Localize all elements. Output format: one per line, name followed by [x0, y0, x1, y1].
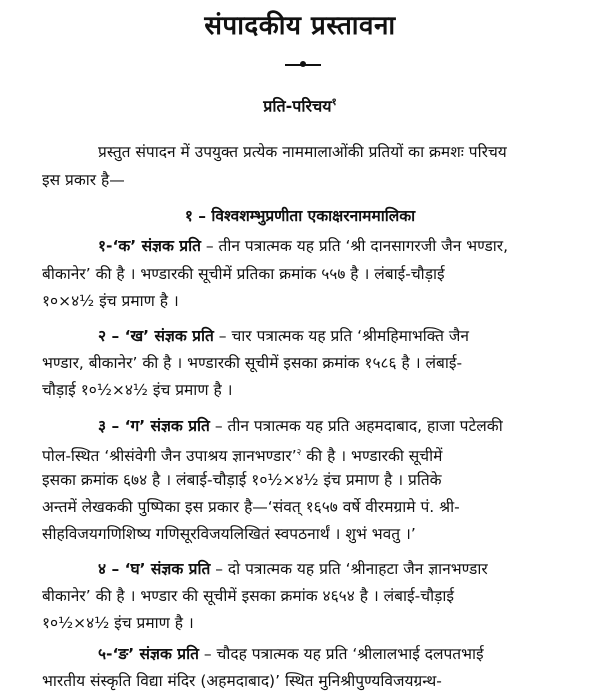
- entry-1-text-1: – तीन पत्रात्मक यह प्रति ‘श्री दानसागरजी जैन भण्डार,: [200, 237, 509, 255]
- entry-3-line-2: [42, 443, 442, 466]
- entry-2-line-2: भण्डार, बीकानेर’ की है । भण्डारकी सूचीमें इसका क्रमांक १५८६ है । लंबाई-: [42, 354, 463, 372]
- entry-5-label: ५-‘ङ’ संज्ञक प्रति: [98, 645, 199, 663]
- page-title: संपादकीय प्रस्तावना: [204, 11, 396, 41]
- entry-2-text-1: – चार पत्रात्मक यह प्रति ‘श्रीमहिमाभक्ति जैन: [213, 327, 469, 345]
- entry-4-line-2: बीकानेर’ की है । भण्डार की सूचीमें इसका क्रमांक ४६५४ है । लंबाई-चौड़ाई: [42, 587, 455, 605]
- entry-5-text-1: – चौदह पत्रात्मक यह प्रति ‘श्रीलालभाई दलपतभाई: [198, 645, 484, 663]
- entry-4-line-3: १०½×४½ इंच प्रमाण है ।: [42, 614, 194, 632]
- entry-3-text-1: – तीन पत्रात्मक यह प्रति अहमदाबाद, हाजा पटेलकी: [209, 417, 503, 435]
- title-ornament: [285, 60, 321, 70]
- entry-3-text-2b: की है । भण्डारकी सूचीमें: [301, 447, 443, 466]
- entry-1-line-1: [98, 236, 508, 256]
- entry-3-text-2a: पोल-स्थित ‘श्रीसंवेगी जैन उपाश्रय ज्ञानभण्डार’: [42, 447, 297, 466]
- section-subtitle: [0, 94, 600, 116]
- entry-3-line-1: [98, 416, 503, 436]
- subtitle-text: प्रति-परिचय: [263, 96, 332, 116]
- entry-3-line-5: सीहविजयगणिशिष्य गणिसूरविजयलिखितं स्वपठनार्थं । शुभं भवतु ।’: [42, 525, 416, 543]
- entry-1-line-3: १०×४½ इंच प्रमाण है ।: [42, 292, 179, 310]
- intro-line-2: इस प्रकार है—: [42, 171, 125, 189]
- entry-2-line-1: [98, 326, 469, 346]
- entry-1-line-2: बीकानेर’ की है । भण्डारकी सूचीमें प्रतिका क्रमांक ५५७ है । लंबाई-चौड़ाई: [42, 265, 445, 283]
- entry-3-line-3: इसका क्रमांक ६७४ है । लंबाई-चौड़ाई १०½×४½ इंच प्रमाण है । प्रतिके: [42, 471, 442, 489]
- entry-4-label: ४ – ‘घ’ संज्ञक प्रति: [98, 560, 211, 578]
- entry-3-label: ३ – ‘ग’ संज्ञक प्रति: [98, 417, 210, 435]
- section-heading: १ – विश्वशम्भुप्रणीता एकाक्षरनाममालिका: [184, 207, 416, 225]
- entry-2-label: २ – ‘ख’ संज्ञक प्रति: [98, 327, 214, 345]
- intro-line-1: प्रस्तुत संपादन में उपयुक्त प्रत्येक नाममालाओंकी प्रतियों का क्रमशः परिचय: [98, 143, 507, 161]
- entry-4-text-1: – दो पत्रात्मक यह प्रति ‘श्रीनाहटा जैन ज्ञानभण्डार: [210, 560, 488, 578]
- entry-3-line-4: अन्तमें लेखककी पुष्पिका इस प्रकार है—‘संवत् १६५७ वर्षे वीरमग्रामे पं. श्री-: [42, 498, 460, 516]
- entry-4-line-1: [98, 559, 488, 579]
- ornament-dot: [300, 61, 306, 67]
- entry-3-footnote-marker: २: [296, 448, 302, 458]
- entry-5-line-2: भारतीय संस्कृति विद्या मंदिर (अहमदाबाद)’ स्थित मुनिश्रीपुण्यविजयग्रन्थ-: [42, 672, 442, 690]
- entry-5-line-1: [98, 644, 484, 664]
- entry-1-label: १-‘क’ संज्ञक प्रति: [98, 237, 201, 255]
- subtitle-footnote-marker: १: [331, 97, 337, 108]
- entry-2-line-3: चौड़ाई १०½×४½ इंच प्रमाण है ।: [42, 381, 233, 399]
